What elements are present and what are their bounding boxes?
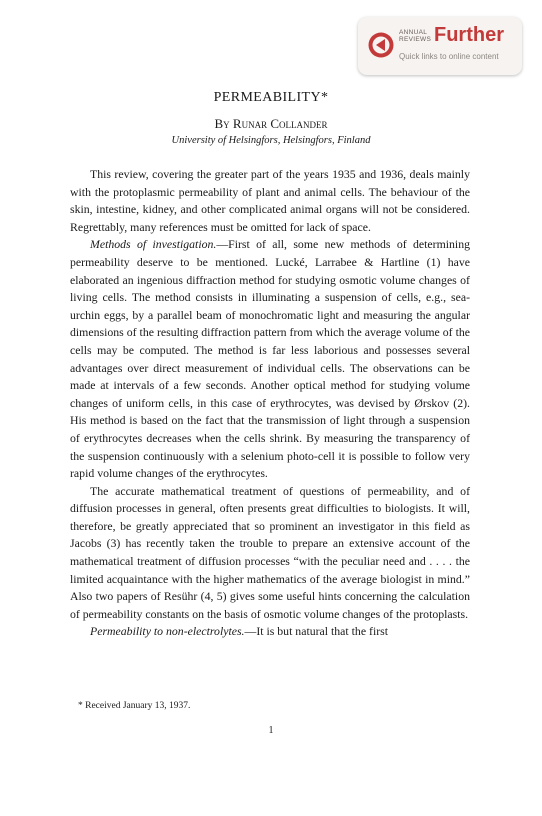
section-heading-methods: Methods of investigation. <box>90 237 217 252</box>
paragraph-methods-text: —First of all, some new methods of determining permeability deserve to be mentioned. Lucké, Larrabee & Hartline (1) have elaborated an ingenious diffraction method for studying osmotic volume changes of living cells. The method consists in illuminating a suspension of cells, e.g., sea-urchin eggs, by a parallel beam of monochromatic light and measuring the angular dimensions of the resulting diffraction pattern from which the average volume of the cells may be computed. The method is far less laborious and possesses several advantages over direct measurement of individual cells. The observations can be made at intervals of a few seconds. Another optical method for studying volume changes of uniform cells, in this case of erythrocytes, was devised by Ørskov (2). His method is based on the fact that the transmission of light through a suspension of erythrocytes decreases when the cells shrink. By measuring the transparency of the suspension continuously with a selenium photo-cell it is possible to follow very rapid volume changes of the erythrocytes. <box>70 237 471 481</box>
author-prefix: By <box>214 116 230 131</box>
badge-further-label: Further <box>434 24 504 46</box>
author-line <box>0 116 542 132</box>
annual-reviews-logo-icon <box>367 31 395 59</box>
badge-subtitle: Quick links to online content <box>399 52 499 61</box>
author-affiliation: University of Helsingfors, Helsingfors, Finland <box>171 135 371 146</box>
footnote-received: * Received January 13, 1937. <box>78 701 191 711</box>
section-heading-non-electrolytes: Permeability to non-electrolytes. <box>90 624 245 639</box>
article-body <box>70 166 470 641</box>
paragraph-methods <box>70 236 470 482</box>
author-name: Runar Collander <box>232 116 328 131</box>
badge-publisher-label: ANNUAL REVIEWS <box>399 29 432 43</box>
paragraph-non-electrolytes-text: —It is but natural that the first <box>244 624 389 639</box>
annual-reviews-further-badge[interactable] <box>358 17 522 75</box>
page-number: 1 <box>268 725 274 736</box>
paragraph-intro: This review, covering the greater part of the years 1935 and 1936, deals mainly with the protoplasmic permeability of plant and animal cells. The behaviour of the skin, intestine, kidney, and other complicated animal organs will not be considered. Regrettably, many references must be omitted for lack of space. <box>70 167 470 234</box>
paragraph-mathematics: The accurate mathematical treatment of questions of permeability, and of diffusion processes in general, often presents great difficulties to biologists. It will, therefore, be greatly appreciated that so prominent an investigator in this field as Jacobs (3) has recently taken the trouble to prepare an extensive account of the mathematical treatment of diffusion processes “with the peculiar need and . . . . the limited acquaintance with the higher mathematics of the average biologist in mind.” Also two papers of Resühr (4, 5) gives some useful hints concerning the calculation of permeability constants on the basis of osmotic volume changes of the protoplasts. <box>70 483 470 621</box>
paragraph-non-electrolytes <box>70 623 470 641</box>
article-title: PERMEABILITY* <box>213 90 329 105</box>
